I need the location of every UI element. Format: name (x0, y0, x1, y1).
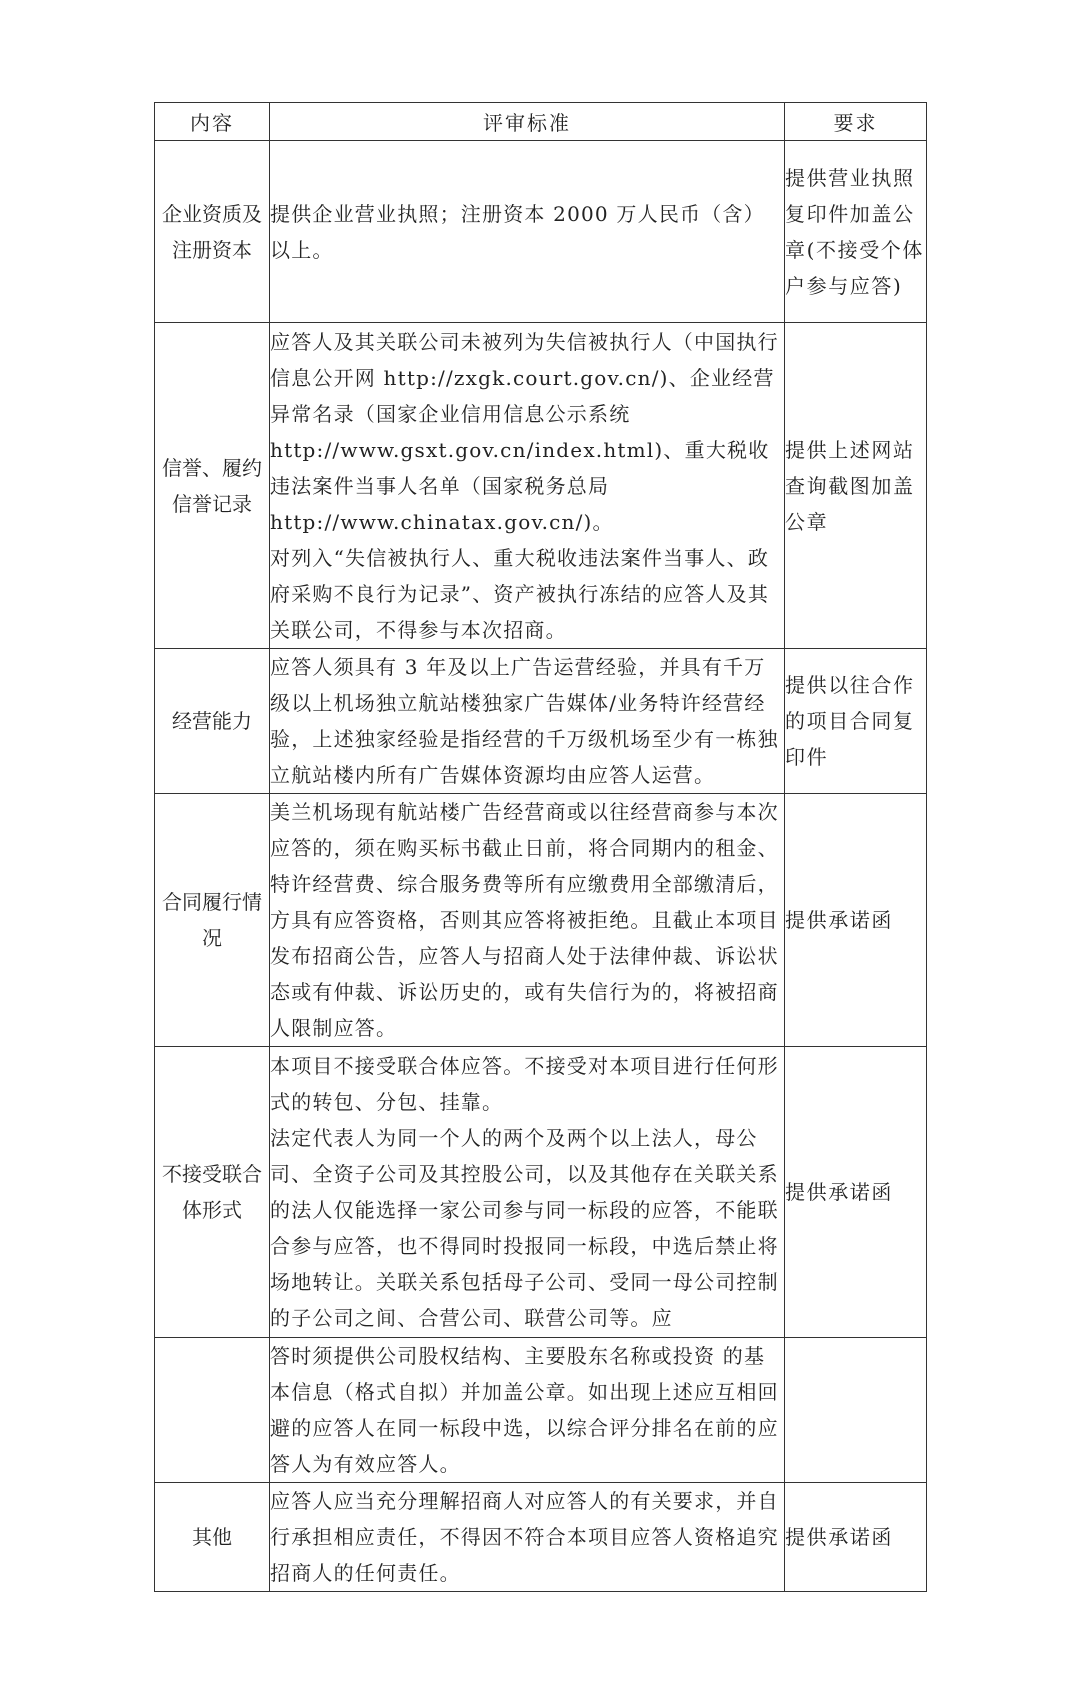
row-name-credit: 信誉、履约信誉记录 (155, 323, 270, 649)
row-standard (270, 141, 785, 323)
row-requirement: 提供上述网站查询截图加盖公章 (785, 323, 927, 649)
standard-paragraph: 本项目不接受联合体应答。不接受对本项目进行任何形式的转包、分包、挂靠。 (270, 1054, 779, 1114)
row-requirement: 提供以往合作的项目合同复印件 (785, 649, 927, 794)
table-row (155, 141, 927, 323)
header-content: 内容 (155, 103, 270, 141)
row-requirement: 提供营业执照复印件加盖公章(不接受个体户参与应答) (785, 141, 927, 323)
row-name-continued (155, 1338, 270, 1483)
standard-paragraph: 应答人应当充分理解招商人对应答人的有关要求，并自行承担相应责任，不得因不符合本项目应答人资格追究招商人的任何责任。 (270, 1489, 779, 1585)
row-standard (270, 649, 785, 794)
row-standard (270, 1483, 785, 1592)
row-standard (270, 1047, 785, 1338)
header-requirement: 要求 (785, 103, 927, 141)
standard-paragraph: 提供企业营业执照；注册资本 2000 万人民币（含）以上。 (270, 201, 765, 262)
row-name-consortium: 不接受联合体形式 (155, 1047, 270, 1338)
row-name-other: 其他 (155, 1483, 270, 1592)
row-name-capability: 经营能力 (155, 649, 270, 794)
standard-paragraph: 法定代表人为同一个人的两个及两个以上法人，母公司、全资子公司及其控股公司，以及其他存在关联关系的法人仅能选择一家公司参与同一标段的应答，不能联合参与应答，也不得同时投报同一标段，中选后禁止将场地转让。关联关系包括母子公司、受同一母公司控制的子公司之间、合营公司、联营公司等。应 (270, 1126, 779, 1330)
evaluation-criteria-table (154, 102, 927, 1592)
table-header-row (155, 103, 927, 141)
header-criteria: 评审标准 (270, 103, 785, 141)
standard-paragraph: 对列入“失信被执行人、重大税收违法案件当事人、政府采购不良行为记录”、资产被执行冻结的应答人及其关联公司，不得参与本次招商。 (270, 545, 770, 642)
standard-paragraph: 应答人须具有 3 年及以上广告运营经验，并具有千万级以上机场独立航站楼独家广告媒体/业务特许经营经验，上述独家经验是指经营的千万级机场至少有一栋独立航站楼内所有广告媒体资源均由应答人运营。 (270, 655, 779, 787)
standard-paragraph: 应答人及其关联公司未被列为失信被执行人（中国执行信息公开网 http://zxgk.court.gov.cn/)、企业经营异常名录（国家企业信用信息公示系统 http://www.gsxt.gov.cn/index.html)、重大税收违法案件当事人名单（国家税务总局 http://www.chinatax.gov.cn/)。 (270, 329, 779, 534)
row-standard (270, 794, 785, 1047)
row-requirement (785, 1338, 927, 1483)
table-row (155, 1047, 927, 1338)
table-row (155, 1483, 927, 1592)
table-row (155, 649, 927, 794)
table-row (155, 794, 927, 1047)
table-row (155, 1338, 927, 1483)
table-row (155, 323, 927, 649)
row-name-qualification: 企业资质及注册资本 (155, 141, 270, 323)
row-requirement: 提供承诺函 (785, 794, 927, 1047)
row-requirement: 提供承诺函 (785, 1483, 927, 1592)
row-name-contract: 合同履行情况 (155, 794, 270, 1047)
row-standard (270, 323, 785, 649)
row-standard (270, 1338, 785, 1483)
standard-paragraph: 美兰机场现有航站楼广告经营商或以往经营商参与本次应答的，须在购买标书截止日前，将合同期内的租金、特许经营费、综合服务费等所有应缴费用全部缴清后，方具有应答资格，否则其应答将被拒绝。且截止本项目发布招商公告，应答人与招商人处于法律仲裁、诉讼状态或有仲裁、诉讼历史的，或有失信行为的，将被招商人限制应答。 (270, 800, 779, 1040)
row-requirement: 提供承诺函 (785, 1047, 927, 1338)
standard-paragraph: 答时须提供公司股权结构、主要股东名称或投资 的基本信息（格式自拟）并加盖公章。如出现上述应互相回避的应答人在同一标段中选，以综合评分排名在前的应答人为有效应答人。 (270, 1344, 779, 1476)
